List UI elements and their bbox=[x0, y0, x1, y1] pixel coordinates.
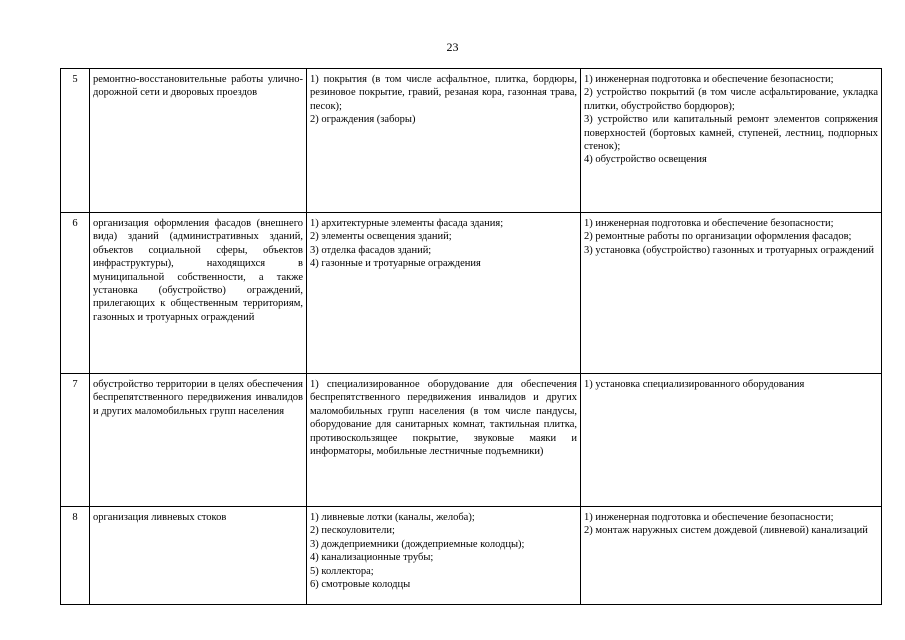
list-item: 4) канализационные трубы; bbox=[310, 552, 434, 564]
list-item: 1) ливневые лотки (каналы, желоба); bbox=[310, 512, 475, 523]
row-works bbox=[581, 69, 882, 213]
list-item: 2) устройство покрытий (в том числе асфальтирование, укладка плитки, обустройство бордюров); bbox=[584, 87, 878, 112]
list-item: 3) устройство или капитальный ремонт элементов сопряжения поверхностей (бортовых камней, ступеней, лестниц, подпорных стенок); bbox=[584, 114, 878, 153]
list-item: 2) элементы освещения зданий; bbox=[310, 231, 452, 243]
row-items bbox=[307, 374, 581, 507]
list-item: 1) установка специализированного оборудования bbox=[584, 379, 805, 390]
row-items bbox=[307, 69, 581, 213]
improvement-elements-table bbox=[60, 68, 882, 605]
list-item: 3) установка (обустройство) газонных и тротуарных ограждений bbox=[584, 244, 875, 256]
page-number: 23 bbox=[446, 40, 459, 54]
table-row bbox=[61, 213, 882, 374]
row-name: организация ливневых стоков bbox=[90, 507, 307, 605]
row-name: организация оформления фасадов (внешнего вида) зданий (административных зданий, объектов социальной сферы, объектов инфраструктуры), находящихся в муниципальной собственности, а также установка (обустройство) ограждений, прилегающих к общественным территориям, газонных и тротуарных ограждений bbox=[90, 213, 307, 374]
row-items bbox=[307, 213, 581, 374]
list-item: 1) инженерная подготовка и обеспечение безопасности; bbox=[584, 512, 834, 523]
row-works bbox=[581, 213, 882, 374]
row-items bbox=[307, 507, 581, 605]
list-item: 1) покрытия (в том числе асфальтное, плитка, бордюры, резиновое покрытие, гравий, резаная кора, газонная трава, песок); bbox=[310, 74, 577, 112]
row-name: обустройство территории в целях обеспечения беспрепятственного передвижения инвалидов и других маломобильных групп населения bbox=[90, 374, 307, 507]
list-item: 1) инженерная подготовка и обеспечение безопасности; bbox=[584, 74, 834, 85]
row-works bbox=[581, 374, 882, 507]
list-item: 6) смотровые колодцы bbox=[310, 579, 411, 591]
list-item: 1) инженерная подготовка и обеспечение безопасности; bbox=[584, 218, 834, 229]
list-item: 2) ремонтные работы по организации оформления фасадов; bbox=[584, 231, 852, 243]
row-name: ремонтно-восстановительные работы улично-дорожной сети и дворовых проездов bbox=[90, 69, 307, 213]
row-number: 7 bbox=[61, 374, 90, 507]
list-item: 3) отделка фасадов зданий; bbox=[310, 244, 432, 256]
list-item: 5) коллектора; bbox=[310, 565, 374, 577]
row-works bbox=[581, 507, 882, 605]
list-item: 2) пескоуловители; bbox=[310, 525, 395, 537]
table-row bbox=[61, 507, 882, 605]
list-item: 2) монтаж наружных систем дождевой (ливневой) канализаций bbox=[584, 525, 868, 537]
table-row bbox=[61, 69, 882, 213]
row-number: 6 bbox=[61, 213, 90, 374]
row-number: 8 bbox=[61, 507, 90, 605]
table-row bbox=[61, 374, 882, 507]
list-item: 1) архитектурные элементы фасада здания; bbox=[310, 218, 504, 229]
row-number: 5 bbox=[61, 69, 90, 213]
list-item: 4) газонные и тротуарные ограждения bbox=[310, 258, 481, 270]
list-item: 1) специализированное оборудование для обеспечения беспрепятственного передвижения инвалидов и других маломобильных групп населения (в том числе пандусы, оборудование для санитарных комнат, тактильная плитка, противоскользящее покрытие, звуковые маяки и информаторы, мобильные лестничные подъемники) bbox=[310, 379, 577, 458]
list-item: 4) обустройство освещения bbox=[584, 154, 707, 166]
list-item: 2) ограждения (заборы) bbox=[310, 114, 416, 126]
list-item: 3) дождеприемники (дождеприемные колодцы); bbox=[310, 538, 525, 550]
